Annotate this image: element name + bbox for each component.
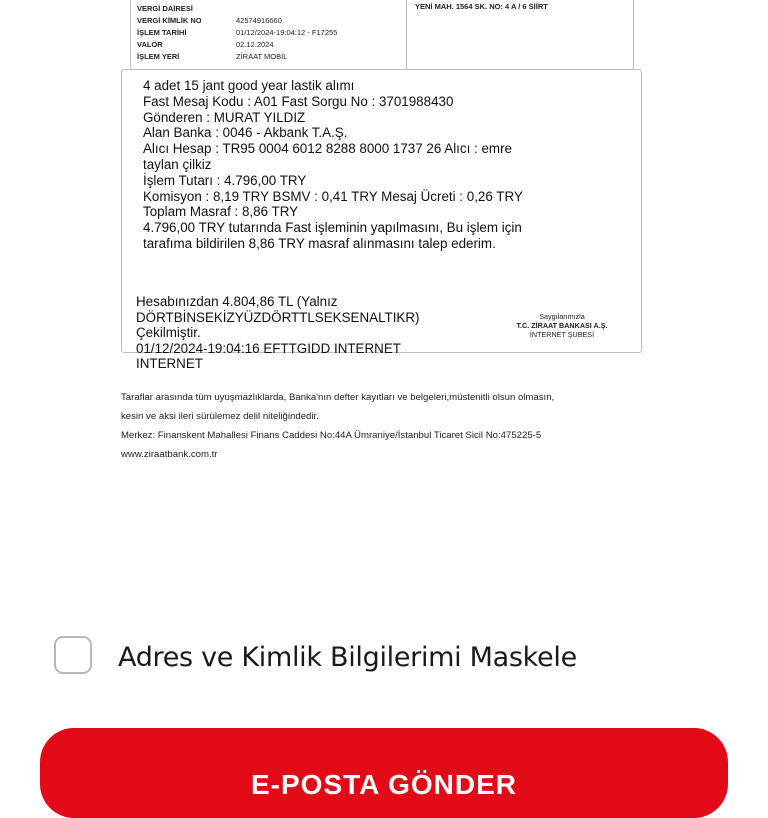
bank-signature — [497, 312, 627, 339]
legal-line: Taraflar arasında tüm uyuşmazlıklarda, Banka'nın defter kayıtları ve belgeleri,müstenitli olsun olmasın, — [121, 392, 555, 403]
send-email-button[interactable] — [40, 728, 728, 818]
info-key: İŞLEM YERİ — [137, 52, 180, 61]
withdrawal-statement — [136, 294, 466, 372]
info-key: VALÖR — [137, 40, 163, 49]
mask-checkbox[interactable] — [54, 636, 92, 674]
description-line: Alan Banka : 0046 - Akbank T.A.Ş. — [143, 125, 348, 141]
send-email-button-label: E-POSTA GÖNDER — [250, 769, 517, 800]
description-line: Gönderen : MURAT YILDIZ — [143, 109, 306, 125]
receipt-document — [115, 0, 645, 460]
description-line: 4 adet 15 jant good year lastik alımı — [143, 78, 355, 93]
legal-line: Merkez: Finanskent Mahallesi Finans Caddesi No:44A Ümraniye/İstanbul Ticaret Sicil No:475225-5 — [121, 430, 542, 441]
transaction-description — [143, 78, 573, 252]
mask-option-row[interactable] — [54, 636, 654, 678]
info-key: VERGİ DAİRESİ — [137, 4, 193, 13]
description-line: Toplam Masraf : 8,86 TRY — [143, 204, 299, 220]
legal-line: kesin ve aksi ileri sürülemez delil niteliğindedir. — [121, 411, 319, 422]
description-line: Fast Mesaj Kodu : A01 Fast Sorgu No : 3701988430 — [143, 93, 454, 109]
signature-bank-name: T.C. ZİRAAT BANKASI A.Ş. — [516, 321, 608, 330]
signature-branch: İNTERNET ŞUBESİ — [529, 330, 595, 339]
info-key: İŞLEM TARİHİ — [137, 28, 187, 37]
customer-address: YENİ MAH. 1564 SK. NO: 4 A / 6 SİİRT — [415, 2, 548, 11]
withdrawal-line: Hesabınızdan 4.804,86 TL (Yalnız — [136, 294, 338, 309]
info-value: 01/12/2024-19:04:12 - F17255 — [236, 28, 338, 37]
withdrawal-line: INTERNET — [136, 356, 203, 372]
description-line: taylan çilkiz — [143, 156, 212, 172]
withdrawal-line: DÖRTBİNSEKİZYÜZDÖRTTLSEKSENALTIKR) — [136, 309, 420, 325]
description-line: İşlem Tutarı : 4.796,00 TRY — [143, 172, 307, 188]
description-line: Komisyon : 8,19 TRY BSMV : 0,41 TRY Mesaj Ücreti : 0,26 TRY — [143, 188, 523, 204]
description-line: 4.796,00 TRY tutarında Fast işleminin yapılmasını, Bu işlem için — [143, 220, 522, 236]
transaction-detail-box — [121, 69, 642, 372]
legal-footer — [121, 388, 646, 464]
bank-website: www.ziraatbank.com.tr — [121, 449, 218, 460]
info-key: VERGİ KİMLİK NO — [137, 16, 202, 25]
withdrawal-line: 01/12/2024-19:04:16 EFTTGIDD INTERNET — [136, 340, 401, 356]
mask-checkbox-label[interactable]: Adres ve Kimlik Bilgilerimi Maskele — [118, 642, 577, 673]
info-value: 42574916660 — [236, 16, 282, 25]
signature-greeting: Saygılarımızla — [539, 312, 585, 321]
withdrawal-line: Çekilmiştir. — [136, 325, 201, 341]
info-value: 02.12.2024 — [236, 40, 274, 49]
description-line: tarafıma bildirilen 8,86 TRY masraf alınmasını talep ederim. — [143, 235, 496, 251]
info-value: ZİRAAT MOBİL — [236, 52, 288, 61]
description-line: Alıcı Hesap : TR95 0004 6012 8288 8000 1737 26 Alıcı : emre — [143, 141, 512, 157]
